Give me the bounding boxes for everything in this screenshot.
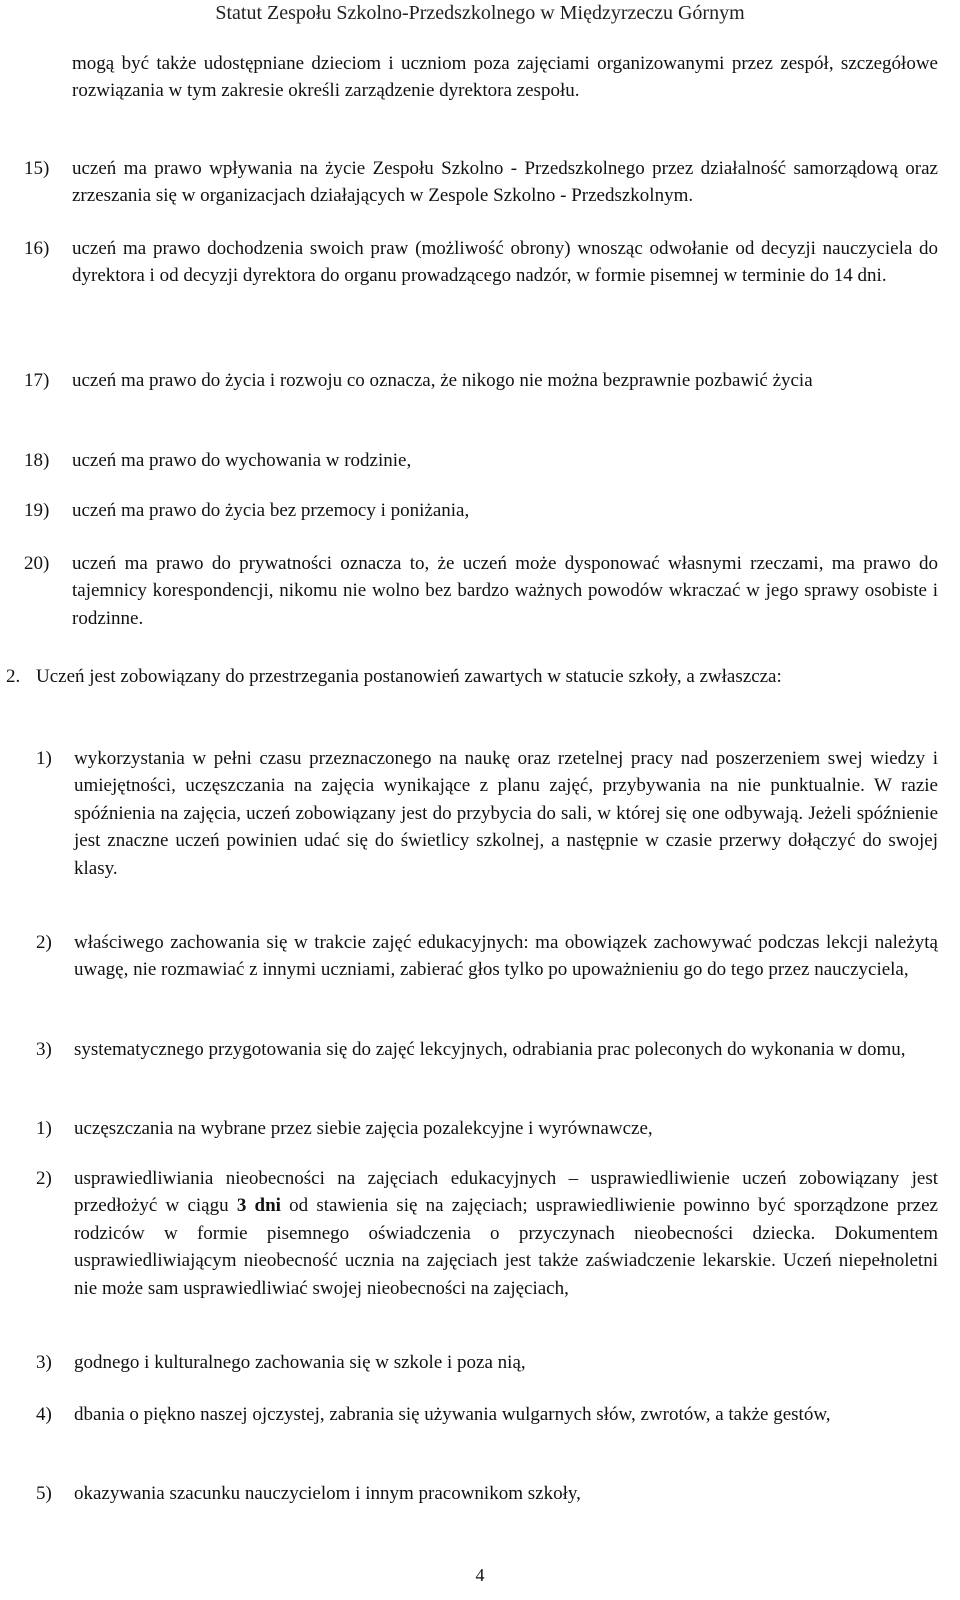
list-item-number: 2) bbox=[36, 1168, 52, 1189]
list-item-text bbox=[74, 1165, 938, 1302]
list-item-number: 3) bbox=[36, 1352, 52, 1373]
page-number: 4 bbox=[475, 1565, 485, 1585]
list-item-text: dbania o piękno naszej ojczystej, zabrania się używania wulgarnych słów, zwrotów, a także gestów, bbox=[74, 1404, 831, 1425]
list-item-number: 16) bbox=[24, 238, 50, 259]
section-number: 2. bbox=[6, 666, 21, 687]
list-item-text: uczeń ma prawo wpływania na życie Zespołu Szkolno - Przedszkolnego przez działalność samorządową oraz zrzeszania się w organizacjach działających w Zespole Szkolno - Przedszkolnym. bbox=[72, 158, 938, 207]
list-item-text-part: usprawiedliwiania nieobecności na zajęciach edukacyjnych – usprawiedliwienie uczeń zobowiązany jest przedłożyć w ciągu bbox=[74, 1168, 938, 1217]
list-item-text-part: od stawienia się na zajęciach; usprawiedliwienie powinno być sporządzone przez rodziców w formie pisemnego oświadczenia o przyczynach nieobecności dziecka. Dokumentem usprawiedliwiającym nieobecność ucznia na zajęciach jest także zaświadczenie lekarskie. Uczeń niepełnoletni nie może sam usprawiedliwiać swojej nieobecności na zajęciach, bbox=[74, 1195, 938, 1299]
list-item-number: 18) bbox=[24, 450, 50, 471]
list-item-number: 3) bbox=[36, 1039, 52, 1060]
list-item-text: uczeń ma prawo do wychowania w rodzinie, bbox=[72, 450, 412, 471]
page-header: Statut Zespołu Szkolno-Przedszkolnego w Międzyrzeczu Górnym bbox=[215, 2, 745, 24]
bold-deadline: 3 dni bbox=[236, 1195, 281, 1217]
list-item-number: 2) bbox=[36, 932, 52, 953]
list-item-text: uczeń ma prawo do życia i rozwoju co oznacza, że nikogo nie można bezprawnie pozbawić życia bbox=[72, 370, 813, 391]
list-item-text: uczeń ma prawo do prywatności oznacza to, że uczeń może dysponować własnymi rzeczami, ma prawo do tajemnicy korespondencji, nikomu nie wolno bez bardzo ważnych powodów wkraczać w jego sprawy osobiste i rodzinne. bbox=[72, 553, 938, 629]
list-item-text: właściwego zachowania się w trakcie zajęć edukacyjnych: ma obowiązek zachowywać podczas lekcji należytą uwagę, nie rozmawiać z innymi uczniami, zabierać głos tylko po upoważnieniu go do tego przez nauczyciela, bbox=[74, 932, 938, 981]
list-item-text: systematycznego przygotowania się do zajęć lekcyjnych, odrabiania prac poleconych do wykonania w domu, bbox=[74, 1039, 906, 1060]
list-item-text: okazywania szacunku nauczycielom i innym pracownikom szkoły, bbox=[74, 1483, 581, 1504]
list-item-number: 19) bbox=[24, 500, 50, 521]
list-item-number: 20) bbox=[24, 553, 50, 574]
list-item-text: godnego i kulturalnego zachowania się w szkole i poza nią, bbox=[74, 1352, 526, 1373]
list-item-number: 17) bbox=[24, 370, 50, 391]
list-item-number: 5) bbox=[36, 1483, 52, 1504]
list-item-number: 1) bbox=[36, 1118, 52, 1139]
continuation-paragraph: mogą być także udostępniane dzieciom i uczniom poza zajęciami organizowanymi przez zespół, szczegółowe rozwiązania w tym zakresie określi zarządzenie dyrektora zespołu. bbox=[72, 53, 938, 102]
list-item-text: uczęszczania na wybrane przez siebie zajęcia pozalekcyjne i wyrównawcze, bbox=[74, 1118, 653, 1139]
list-item-text: wykorzystania w pełni czasu przeznaczonego na naukę oraz rzetelnej pracy nad poszerzeniem swej wiedzy i umiejętności, uczęszczania na zajęcia wynikające z planu zajęć, przybywania na nie punktualnie. W razie spóźnienia na zajęcia, uczeń zobowiązany jest do przybycia do sali, w której się one odbywają. Jeżeli spóźnienie jest znaczne uczeń powinien udać się do świetlicy szkolnej, a następnie w czasie przerwy dołączyć do swojej klasy. bbox=[74, 748, 938, 879]
section-intro: Uczeń jest zobowiązany do przestrzegania postanowień zawartych w statucie szkoły, a zwłaszcza: bbox=[36, 666, 782, 687]
list-item-number: 15) bbox=[24, 158, 50, 179]
list-item-text: uczeń ma prawo do życia bez przemocy i poniżania, bbox=[72, 500, 470, 521]
list-item-number: 1) bbox=[36, 748, 52, 769]
list-item-text: uczeń ma prawo dochodzenia swoich praw (możliwość obrony) wnosząc odwołanie od decyzji nauczyciela do dyrektora i od decyzji dyrektora do organu prowadzącego nadzór, w formie pisemnej w terminie do 14 dni. bbox=[72, 238, 938, 287]
list-item-number: 4) bbox=[36, 1404, 52, 1425]
